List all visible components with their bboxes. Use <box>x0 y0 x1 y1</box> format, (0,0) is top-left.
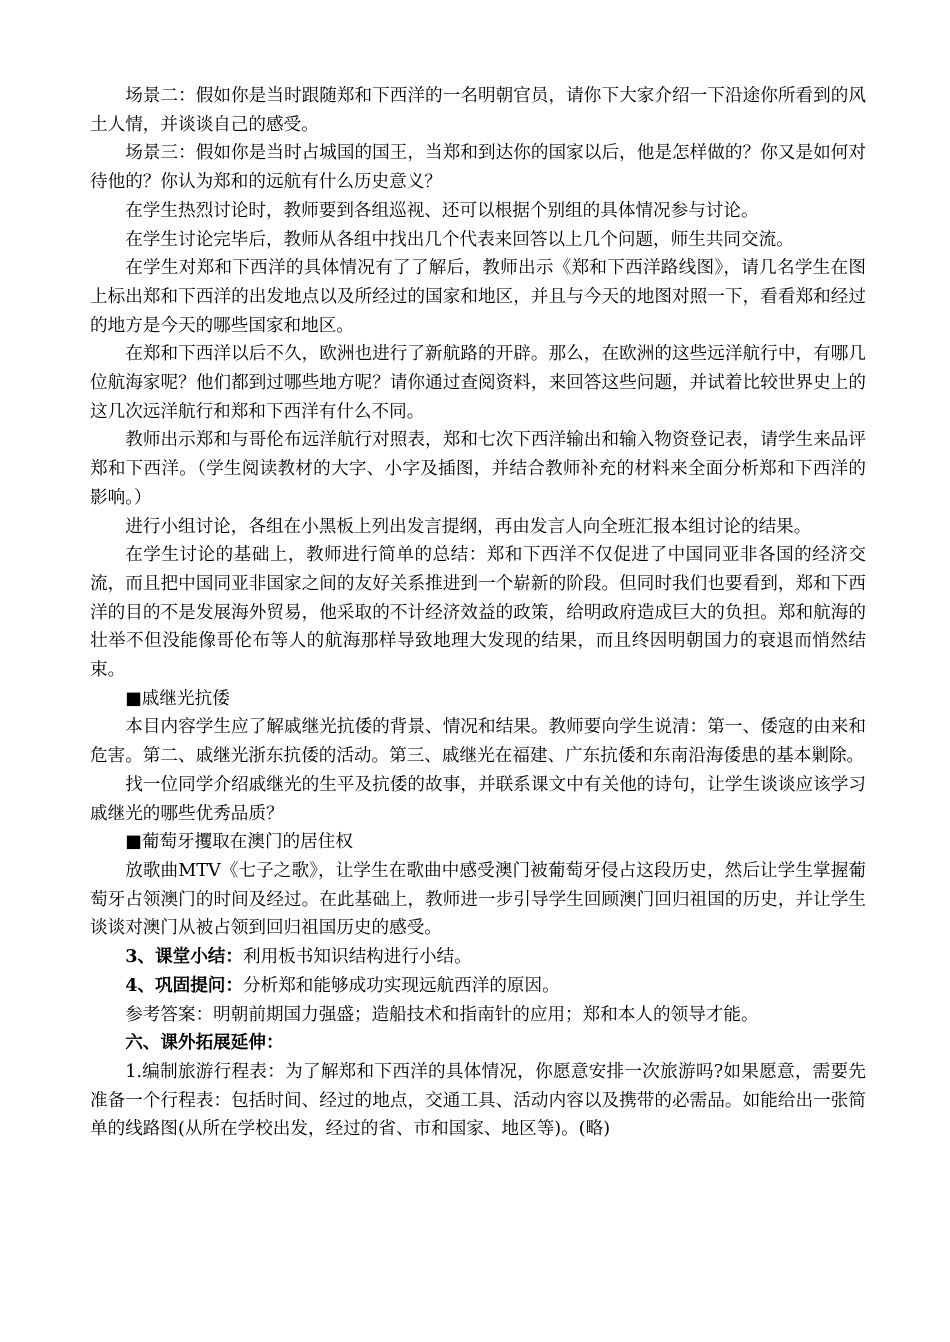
paragraph-group-discussion: 进行小组讨论，各组在小黑板上列出发言提纲，再由发言人向全班汇报本组讨论的结果。 <box>125 516 812 537</box>
section-heading-portugal-macau: ■葡萄牙攫取在澳门的居住权 <box>125 832 353 853</box>
section-heading-extension: 六、课外拓展延伸： <box>125 1032 284 1054</box>
consolidation-label: 4、巩固提问： <box>125 974 243 996</box>
paragraph-class-summary <box>90 943 866 972</box>
paragraph-qi-story: 找一位同学介绍戚继光的生平及抗倭的故事，并联系课文中有关他的诗句，让学生谈谈应该学习戚继光的哪些优秀品质？ <box>90 774 866 824</box>
paragraph-teacher-patrol: 在学生热烈讨论时，教师要到各组巡视、还可以根据个别组的具体情况参与讨论。 <box>125 200 759 221</box>
paragraph-reference-answer: 参考答案：明朝前期国力强盛；造船技术和指南针的应用；郑和本人的领导才能。 <box>125 1004 759 1025</box>
paragraph-comparison-table: 教师出示郑和与哥伦布远洋航行对照表，郑和七次下西洋输出和输入物资登记表，请学生来品评郑和下西洋。（学生阅读教材的大字、小字及插图，并结合教师补充的材料来全面分析郑和下西洋的影响。） <box>90 430 866 508</box>
paragraph-route-map: 在学生对郑和下西洋的具体情况有了了解后，教师出示《郑和下西洋路线图》，请几名学生在图上标出郑和下西洋的出发地点以及所经过的国家和地区，并且与今天的地图对照一下，看看郑和经过的地方是今天的哪些国家和地区。 <box>90 258 866 336</box>
paragraph-scene-two: 场景二：假如你是当时跟随郑和下西洋的一名明朝官员，请你下大家介绍一下沿途你所看到的风土人情，并谈谈自己的感受。 <box>90 86 866 135</box>
paragraph-discussion-summary: 在学生讨论完毕后，教师从各组中找出几个代表来回答以上几个问题，师生共同交流。 <box>125 229 794 250</box>
paragraph-travel-itinerary: 1.编制旅游行程表：为了解郑和下西洋的具体情况，你愿意安排一次旅游吗?如果愿意，需要先准备一个行程表：包括时间、经过的地点，交通工具、活动内容以及携带的必需品。如能给出一张简单的线路图(从所在学校出发，经过的省、市和国家、地区等)。(略) <box>90 1061 866 1140</box>
document-page <box>90 82 866 1144</box>
class-summary-label: 3、课堂小结： <box>125 946 243 968</box>
class-summary-text: 利用板书知识结构进行小结。 <box>243 947 472 968</box>
consolidation-text: 分析郑和能够成功实现远航西洋的原因。 <box>243 975 560 996</box>
paragraph-scene-three: 场景三：假如你是当时占城国的国王，当郑和到达你的国家以后，他是怎样做的？你又是如何对待他的？你认为郑和的远航有什么历史意义？ <box>90 143 866 193</box>
paragraph-qi-content: 本目内容学生应了解戚继光抗倭的背景、情况和结果。教师要向学生说清：第一、倭寇的由来和危害。第二、戚继光浙东抗倭的活动。第三、戚继光在福建、广东抗倭和东南沿海倭患的基本剿除。 <box>90 717 866 767</box>
paragraph-consolidation-question <box>90 972 866 1001</box>
paragraph-macau-song: 放歌曲MTV《七子之歌》，让学生在歌曲中感受澳门被葡萄牙侵占这段历史，然后让学生掌握葡萄牙占领澳门的时间及经过。在此基础上，教师进一步引导学生回顾澳门回归祖国的历史，并让学生谈谈对澳门从被占领到回归祖国历史的感受。 <box>90 860 866 939</box>
section-heading-qi-jiguang: ■戚继光抗倭 <box>125 688 230 709</box>
paragraph-teacher-conclusion: 在学生讨论的基础上，教师进行简单的总结：郑和下西洋不仅促进了中国同亚非各国的经济交流，而且把中国同亚非国家之间的友好关系推进到一个崭新的阶段。但同时我们也要看到，郑和下西洋的目的不是发展海外贸易，他采取的不计经济效益的政策，给明政府造成巨大的负担。郑和航海的壮举不但没能像哥伦布等人的航海那样导致地理大发现的结果，而且终因明朝国力的衰退而悄然结束。 <box>90 545 866 681</box>
paragraph-european-voyages: 在郑和下西洋以后不久，欧洲也进行了新航路的开辟。那么，在欧洲的这些远洋航行中，有哪几位航海家呢？他们都到过哪些地方呢？请你通过查阅资料，来回答这些问题，并试着比较世界史上的这几次远洋航行和郑和下西洋有什么不同。 <box>90 344 866 422</box>
